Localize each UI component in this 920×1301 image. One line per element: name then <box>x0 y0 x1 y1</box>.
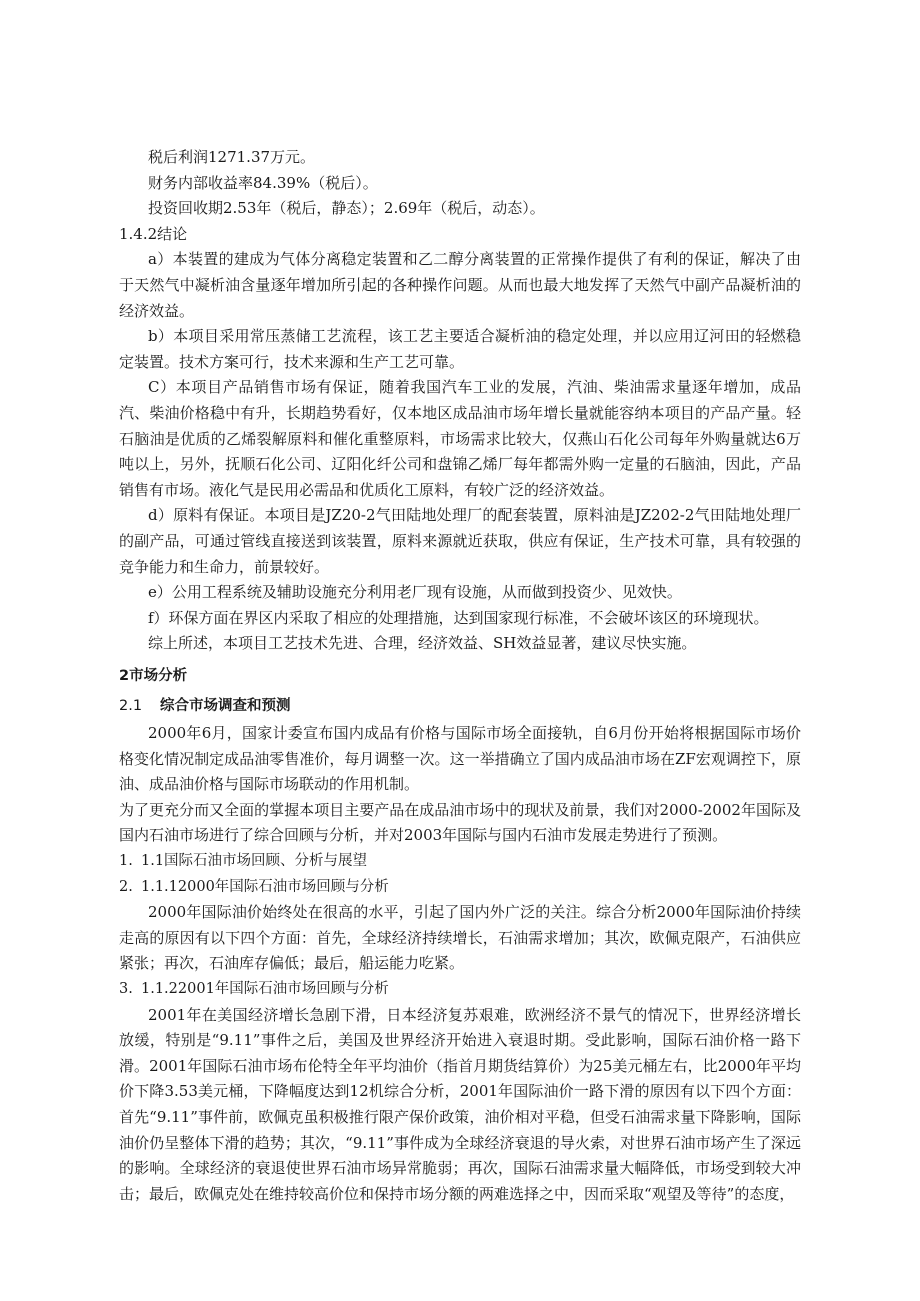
conclusion-c: C）本项目产品销售市场有保证，随着我国汽车工业的发展，汽油、柴油需求量逐年增加，成品汽、柴油价格稳中有升，长期趋势看好，仅本地区成品油市场年增长量就能容纳本项目的产品产量。轻石脑油是优质的乙烯裂解原料和催化重整原料，市场需求比较大，仅燕山石化公司每年外购量就达6万吨以上，另外，抚顺石化公司、辽阳化纤公司和盘锦乙烯厂每年都需外购一定量的石脑油，因此，产品销售有市场。液化气是民用必需品和优质化工原料，有较广泛的经济效益。 <box>119 378 801 499</box>
section-1-4-2-heading: 1.4.2结论 <box>119 224 188 243</box>
paragraph-2000-oil: 2000年国际油价始终处在很高的水平，引起了国内外广泛的关注。综合分析2000年国际油价持续走高的原因有以下四个方面：首先，全球经济持续增长，石油需求增加；其次，欧佩克限产，石油供应紧张；再次，石油库存偏低；最后，船运能力吃紧。 <box>119 903 801 973</box>
list-item-text: 1.1.12000年国际石油市场回顾与分析 <box>141 878 389 895</box>
section-2-1-number: 2.1 <box>119 698 143 715</box>
section-2-1-heading <box>119 694 801 720</box>
irr-line: 财务内部收益率84.39%（税后）。 <box>148 173 378 192</box>
paragraph-purpose: 为了更充分而又全面的掌握本项目主要产品在成品油市场中的现状及前景，我们对2000-2002年国际及国内石油市场进行了综合回顾与分析，并对2003年国际与国内石油市发展走势进行了预测。 <box>119 800 801 845</box>
section-2-1-title: 综合市场调查和预测 <box>160 698 291 715</box>
list-item-number: 2. <box>119 878 133 895</box>
list-item-number: 1. <box>119 853 133 870</box>
section-2-heading: 2市场分析 <box>119 667 188 684</box>
list-item-text: 1.1国际石油市场回顾、分析与展望 <box>141 853 368 870</box>
paragraph-2000-june: 2000年6月，国家计委宣布国内成品有价格与国际市场全面接轨，自6月份开始将根据国际市场价格变化情况制定成品油零售准价，每月调整一次。这一举措确立了国内成品油市场在ZF宏观调控下，原油、成品油价格与国际市场联动的作用机制。 <box>119 724 801 794</box>
conclusion-b: b）本项目采用常压蒸储工艺流程，该工艺主要适合凝析油的稳定处理，并以应用辽河田的轻燃稳定装置。技术方案可行，技术来源和生产工艺可靠。 <box>119 327 801 371</box>
conclusion-summary: 综上所述，本项目工艺技术先进、合理，经济效益、SH效益显著，建议尽快实施。 <box>148 634 697 653</box>
conclusion-f: f）环保方面在界区内采取了相应的处理措施，达到国家现行标准，不会破坏该区的环境现状。 <box>148 608 769 627</box>
paragraph-2001-oil: 2001年在美国经济增长急剧下滑，日本经济复苏艰难，欧洲经济不景气的情况下，世界经济增长放缓，特别是“9.11”事件之后，美国及世界经济开始进入衰退时期。受此影响，国际石油价格一路下滑。2001年国际石油市场布伦特全年平均油价（指首月期货结算价）为25美元桶左右，比2000年平均价下降3.53美元桶，下降幅度达到12机综合分析，2001年国际油价一路下滑的原因有以下四个方面：首先“9.11”事件前，欧佩克虽积极推行限产保价政策，油价相对平稳，但受石油需求量下降影响，国际油价仍呈整体下滑的趋势；其次，“9.11”事件成为全球经济衰退的导火索，对世界石油市场产生了深远的影响。全球经济的衰退使世界石油市场异常脆弱；再次，国际石油需求量大幅降低，市场受到较大冲击；最后，欧佩克处在维持较高价位和保持市场分额的两难选择之中，因而采取“观望及等待”的态度， <box>119 1005 801 1203</box>
conclusion-d: d）原料有保证。本项目是JZ20-2气田陆地处理厂的配套装置，原料油是JZ202-2气田陆地处理厂的副产品，可通过管线直接送到该装置，原料来源就近获取，供应有保证，生产技术可靠，具有较强的竞争能力和生命力，前景较好。 <box>119 506 801 576</box>
list-item-text: 1.1.22001年国际石油市场回顾与分析 <box>141 981 389 997</box>
list-item <box>119 977 801 1003</box>
page-content <box>119 145 801 1207</box>
after-tax-profit-line: 税后利润1271.37万元。 <box>148 148 316 166</box>
list-item <box>119 849 801 875</box>
conclusion-a: a）本装置的建成为气体分离稳定装置和乙二醇分离装置的正常操作提供了有利的保证，解决了由于天然气中凝析油含量逐年增加所引起的各种操作问题。从而也最大地发挥了天然气中副产品凝析油的经济效益。 <box>119 250 801 320</box>
payback-line: 投资回收期2.53年（税后，静态）；2.69年（税后，动态）。 <box>148 199 545 218</box>
list-item <box>119 875 801 901</box>
list-item-number: 3. <box>119 981 133 997</box>
conclusion-e: e）公用工程系统及辅助设施充分利用老厂现有设施，从而做到投资少、见效快。 <box>148 583 682 602</box>
